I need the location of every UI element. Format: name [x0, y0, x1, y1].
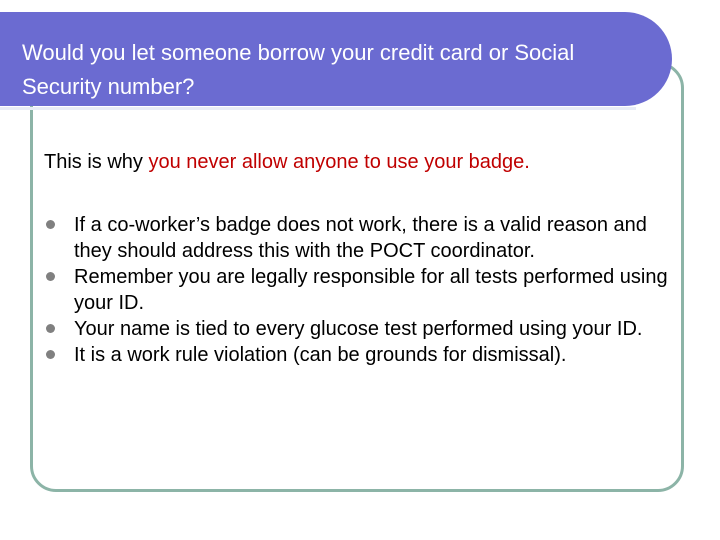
bullet-text: Your name is tied to every glucose test performed using your ID. — [74, 318, 643, 340]
lead-sentence — [44, 148, 684, 176]
lead-text: This is why — [44, 151, 149, 173]
bullet-item — [44, 212, 684, 264]
bullet-dot-icon — [46, 220, 55, 229]
bullet-text: It is a work rule violation (can be grounds for dismissal). — [74, 344, 567, 366]
lead-emphasis: you never allow anyone to use your badge. — [148, 151, 530, 173]
title-bar — [0, 12, 672, 106]
bullet-item — [44, 342, 684, 368]
title-divider — [0, 107, 636, 110]
bullet-text: Remember you are legally responsible for all tests performed using your ID. — [74, 266, 668, 314]
bullet-item — [44, 264, 684, 316]
bullet-list — [44, 212, 684, 368]
bullet-dot-icon — [46, 350, 55, 359]
bullet-dot-icon — [46, 324, 55, 333]
bullet-item — [44, 316, 684, 342]
slide-title: Would you let someone borrow your credit card or Social Security number? — [22, 40, 575, 99]
bullet-dot-icon — [46, 272, 55, 281]
bullet-text: If a co-worker’s badge does not work, there is a valid reason and they should address this with the POCT coordinator. — [74, 214, 647, 262]
